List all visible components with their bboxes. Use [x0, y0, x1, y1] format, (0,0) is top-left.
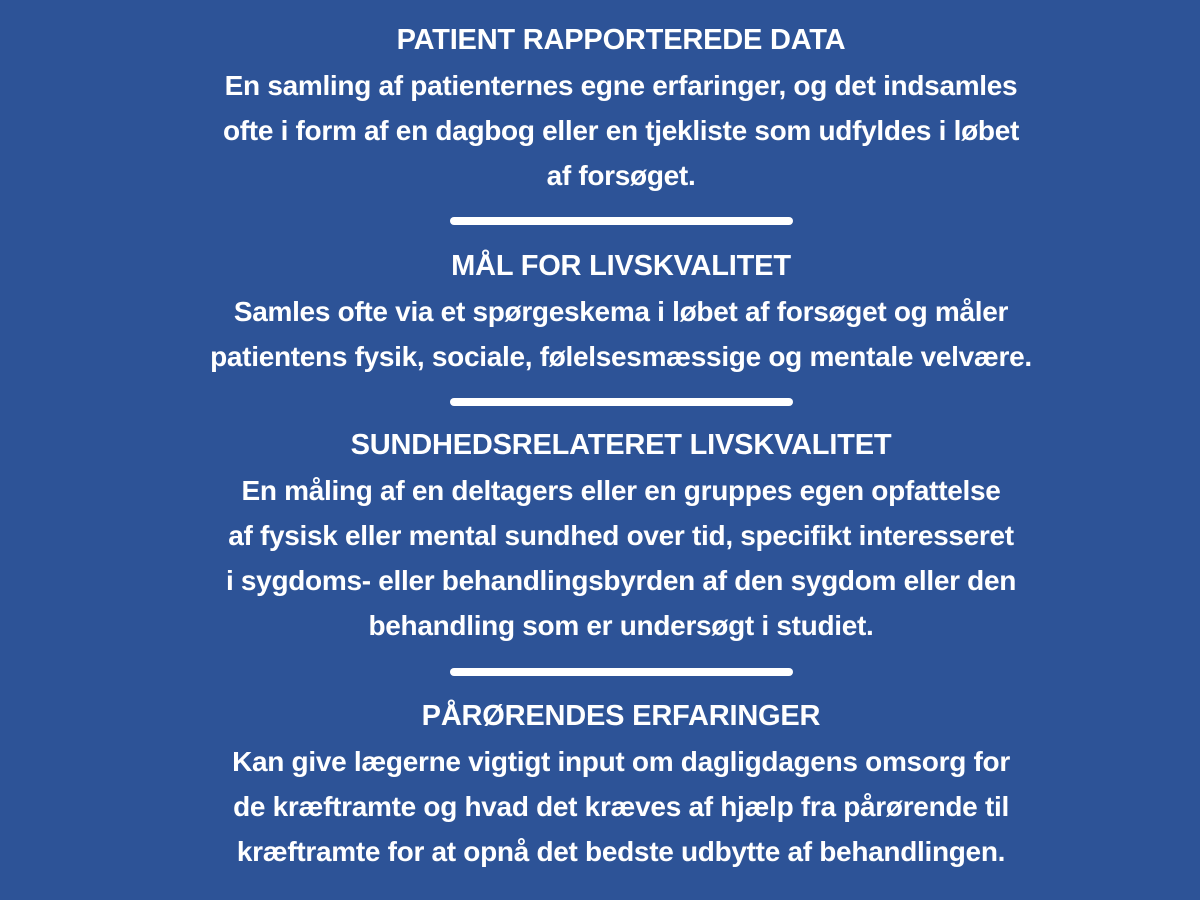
description-line: behandling som er undersøgt i studiet. — [368, 610, 874, 641]
section-quality-of-life — [0, 243, 1200, 379]
section-health-related-quality-of-life — [0, 422, 1200, 648]
section-patient-reported-data — [0, 17, 1200, 198]
section-relatives-experiences — [0, 693, 1200, 874]
description-line: ofte i form af en dagbog eller en tjekliste som udfyldes i løbet — [222, 115, 1020, 146]
description-line: Kan give lægerne vigtigt input om dagligdagens omsorg for — [232, 746, 1010, 777]
section-description — [0, 468, 1200, 648]
description-line: af forsøget. — [546, 160, 696, 191]
description-line: de kræftramte og hvad det kræves af hjælp fra pårørende til — [233, 791, 1009, 822]
description-line: kræftramte for at opnå det bedste udbytte af behandlingen. — [236, 836, 1006, 867]
section-divider — [450, 217, 793, 225]
section-description — [0, 289, 1200, 379]
section-divider — [450, 668, 793, 676]
section-heading: MÅL FOR LIVSKVALITET — [451, 250, 791, 282]
section-heading: SUNDHEDSRELATERET LIVSKVALITET — [350, 429, 892, 461]
section-heading: PATIENT RAPPORTEREDE DATA — [396, 24, 846, 56]
description-line: En måling af en deltagers eller en gruppes egen opfattelse — [241, 475, 1001, 506]
description-line: i sygdoms- eller behandlingsbyrden af den sygdom eller den — [225, 565, 1017, 596]
description-line: En samling af patienternes egne erfaringer, og det indsamles — [224, 70, 1018, 101]
section-heading: PÅRØRENDES ERFARINGER — [421, 700, 821, 732]
section-divider — [450, 398, 793, 406]
section-description — [0, 63, 1200, 198]
description-line: patientens fysik, sociale, følelsesmæssige og mentale velvære. — [210, 341, 1032, 372]
section-description — [0, 739, 1200, 874]
description-line: Samles ofte via et spørgeskema i løbet af forsøget og måler — [233, 296, 1009, 327]
description-line: af fysisk eller mental sundhed over tid, specifikt interesseret — [228, 520, 1014, 551]
